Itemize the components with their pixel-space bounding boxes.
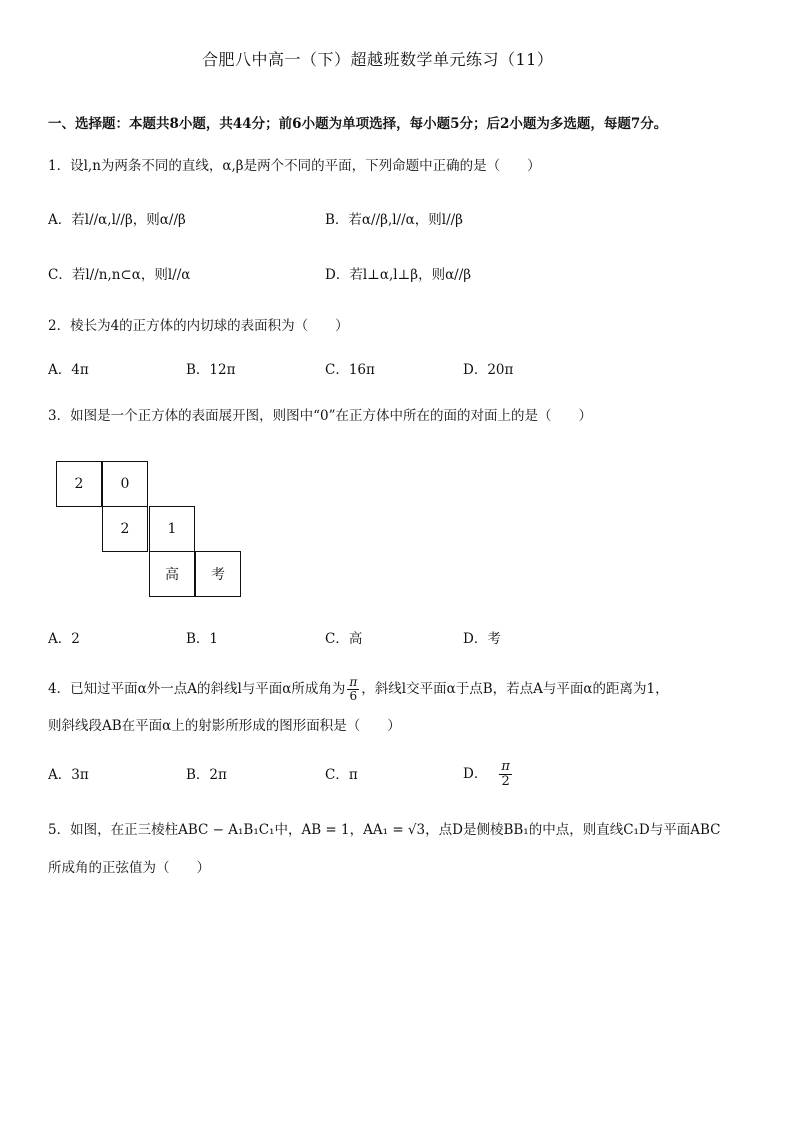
cube-net-figure <box>56 461 244 599</box>
q1-option-d: D．若l⊥α,l⊥β，则α//β <box>325 267 472 283</box>
fraction-denominator: 2 <box>501 774 510 790</box>
q3-option-b: B．1 <box>186 631 219 647</box>
net-cell: 1 <box>149 506 195 552</box>
net-cell: 0 <box>102 461 148 507</box>
q1-option-c: C．若l//n,n⊂α，则l//α <box>48 267 191 283</box>
net-cell: 考 <box>195 551 241 597</box>
q4-line1-part-b: ，斜线l交平面α于点B，若点A与平面α的距离为1， <box>361 680 669 697</box>
q3-stem: 3．如图是一个正方体的表面展开图，则图中“0”在正方体中所在的面的对面上的是（ ） <box>48 408 592 424</box>
q2-option-a: A．4π <box>48 362 89 378</box>
q4-line2: 则斜线段AB在平面α上的射影所形成的图形面积是（ ） <box>48 718 401 734</box>
net-cell: 2 <box>102 506 148 552</box>
q2-option-b: B．12π <box>186 362 236 378</box>
q2-option-d: D．20π <box>463 362 514 378</box>
q3-option-c: C．高 <box>325 631 363 647</box>
fraction-denominator: 6 <box>349 689 358 704</box>
q1-stem: 1．设l,n为两条不同的直线，α,β是两个不同的平面，下列命题中正确的是（ ） <box>48 158 541 174</box>
q4-option-a: A．3π <box>48 767 89 783</box>
q5-line1: 5．如图，在正三棱柱ABC − A₁B₁C₁中，AB = 1，AA₁ = √3，点D是侧棱BB₁的中点，则直线C₁D与平面ABC <box>48 822 721 838</box>
q3-option-a: A．2 <box>48 631 80 647</box>
q1-option-a: A．若l//α,l//β，则α//β <box>48 212 186 228</box>
q4-option-d-fraction <box>499 760 512 790</box>
page-title: 合肥八中高一（下）超越班数学单元练习（11） <box>202 50 554 69</box>
q4-option-c: C．π <box>325 767 358 783</box>
q4-line1 <box>48 676 669 703</box>
fraction-numerator: π <box>501 759 510 774</box>
q4-option-d-label: D． <box>463 766 488 783</box>
q4-line1-part-a: 4．已知过平面α外一点A的斜线l与平面α所成角为 <box>48 680 346 697</box>
net-cell: 高 <box>149 551 195 597</box>
section-heading: 一、选择题：本题共8小题，共44分；前6小题为单项选择，每小题5分；后2小题为多选题，每题7分。 <box>48 116 668 132</box>
q4-option-d <box>463 760 512 790</box>
q2-stem: 2．棱长为4的正方体的内切球的表面积为（ ） <box>48 318 349 334</box>
q4-fraction <box>347 676 359 703</box>
net-cell: 2 <box>56 461 102 507</box>
fraction-numerator: π <box>349 675 358 689</box>
q3-option-d: D．考 <box>463 631 501 647</box>
q5-line2: 所成角的正弦值为（ ） <box>48 860 210 876</box>
q4-option-b: B．2π <box>186 767 227 783</box>
q2-option-c: C．16π <box>325 362 375 378</box>
q1-option-b: B．若α//β,l//α，则l//β <box>325 212 463 228</box>
